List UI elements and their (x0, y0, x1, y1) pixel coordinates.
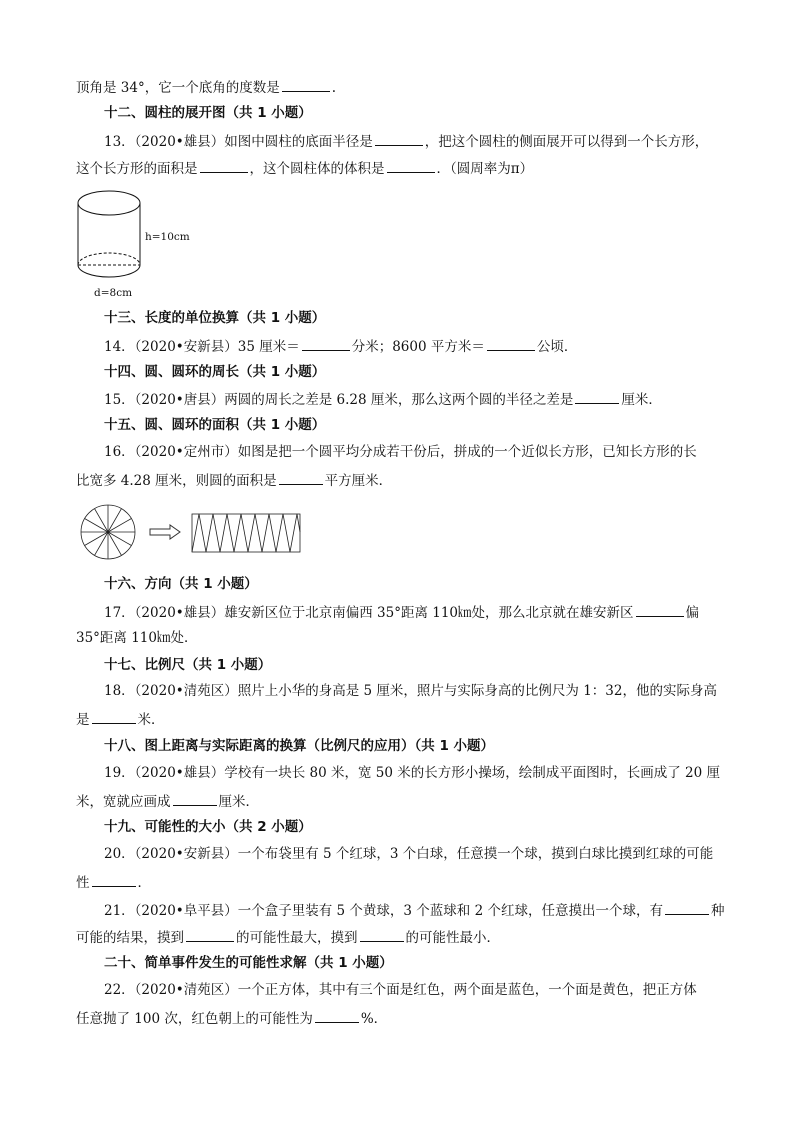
question-21-line2: 可能的结果，摸到 的可能性最大，摸到 的可能性最小． (76, 927, 500, 947)
arrow-icon (150, 525, 180, 539)
section-15-title: 十五、圆、圆环的面积（共 1 小题） (104, 417, 326, 433)
answer-blank[interactable] (315, 1008, 359, 1023)
answer-blank[interactable] (360, 927, 404, 942)
question-18-line1: 18．（2020•清苑区）照片上小华的身高是 5 厘米，照片与实际身高的比例尺为 1：32，他的实际身高 (104, 683, 717, 699)
question-17-line2: 35°距离 110㎞处． (76, 630, 198, 646)
section-17-title: 十七、比例尺（共 1 小题） (104, 657, 272, 673)
answer-blank[interactable] (173, 791, 217, 806)
answer-blank[interactable] (575, 389, 619, 404)
cylinder-figure (72, 185, 202, 305)
question-22-line1: 22．（2020•清苑区）一个正方体，其中有三个面是红色，两个面是蓝色，一个面是黄色，把正方体 (104, 982, 697, 998)
section-12-title: 十二、圆柱的展开图（共 1 小题） (104, 105, 312, 121)
question-16-line1: 16．（2020•定州市）如图是把一个圆平均分成若干份后，拼成的一个近似长方形，已知长方形的长 (104, 444, 697, 460)
question-22-line2: 任意抛了 100 次，红色朝上的可能性为 %． (76, 1008, 387, 1028)
question-15: 15．（2020•唐县）两圆的周长之差是 6.28 厘米，那么这两个圆的半径之差是 厘米． (104, 389, 662, 409)
answer-blank[interactable] (92, 709, 136, 724)
answer-blank[interactable] (387, 158, 435, 173)
question-20-line1: 20．（2020•安新县）一个布袋里有 5 个红球，3 个白球，任意摸一个球，摸到白球比摸到红球的可能 (104, 846, 714, 862)
section-13-title: 十三、长度的单位换算（共 1 小题） (104, 310, 326, 326)
answer-blank[interactable] (487, 336, 535, 351)
section-19-title: 十九、可能性的大小（共 2 小题） (104, 819, 312, 835)
question-17-line1: 17．（2020•雄县）雄安新区位于北京南偏西 35°距离 110㎞处，那么北京就在雄安新区 偏 (104, 602, 699, 622)
answer-blank[interactable] (92, 872, 136, 887)
question-11-tail: 顶角是 34°，它一个底角的度数是 . (76, 77, 336, 97)
answer-blank[interactable] (665, 900, 709, 915)
height-label: h=10cm (145, 231, 190, 243)
question-19-line2: 米，宽就应画成 厘米． (76, 791, 259, 811)
section-18-title: 十八、图上距离与实际距离的换算（比例尺的应用）（共 1 小题） (104, 738, 495, 754)
question-14: 14．（2020•安新县）35 厘米＝ 分米；8600 平方米＝ 公顷． (104, 336, 577, 356)
section-14-title: 十四、圆、圆环的周长（共 1 小题） (104, 364, 326, 380)
question-18-line2: 是 米． (76, 709, 165, 729)
cylinder-drawing (72, 185, 147, 285)
diameter-label: d=8cm (94, 287, 133, 299)
question-21-line1: 21．（2020•阜平县）一个盒子里装有 5 个黄球，3 个蓝球和 2 个红球，任意摸出一个球，有 种 (104, 900, 724, 920)
question-13-line2: 这个长方形的面积是 ，这个圆柱体的体积是 ．（圆周率为π） (76, 158, 533, 178)
divided-circle (81, 505, 135, 559)
circle-rearrangement-figure (78, 502, 308, 562)
question-19-line1: 19．（2020•雄县）学校有一块长 80 米，宽 50 米的长方形小操场，绘制成平面图时，长画成了 20 厘 (104, 765, 721, 781)
answer-blank[interactable] (279, 470, 323, 485)
question-20-line2: 性 ． (76, 872, 151, 892)
answer-blank[interactable] (636, 602, 684, 617)
section-16-title: 十六、方向（共 1 小题） (104, 576, 258, 592)
answer-blank[interactable] (375, 131, 423, 146)
question-16-line2: 比宽多 4.28 厘米，则圆的面积是 平方厘米． (76, 470, 392, 490)
answer-blank[interactable] (186, 927, 234, 942)
question-13-line1: 13．（2020•雄县）如图中圆柱的底面半径是 ，把这个圆柱的侧面展开可以得到一个长方形， (104, 131, 708, 151)
answer-blank[interactable] (282, 77, 330, 92)
answer-blank[interactable] (302, 336, 350, 351)
approx-rectangle (192, 514, 300, 552)
section-20-title: 二十、简单事件发生的可能性求解（共 1 小题） (104, 955, 393, 971)
circle-rearrangement-drawing (78, 502, 308, 562)
answer-blank[interactable] (200, 158, 248, 173)
